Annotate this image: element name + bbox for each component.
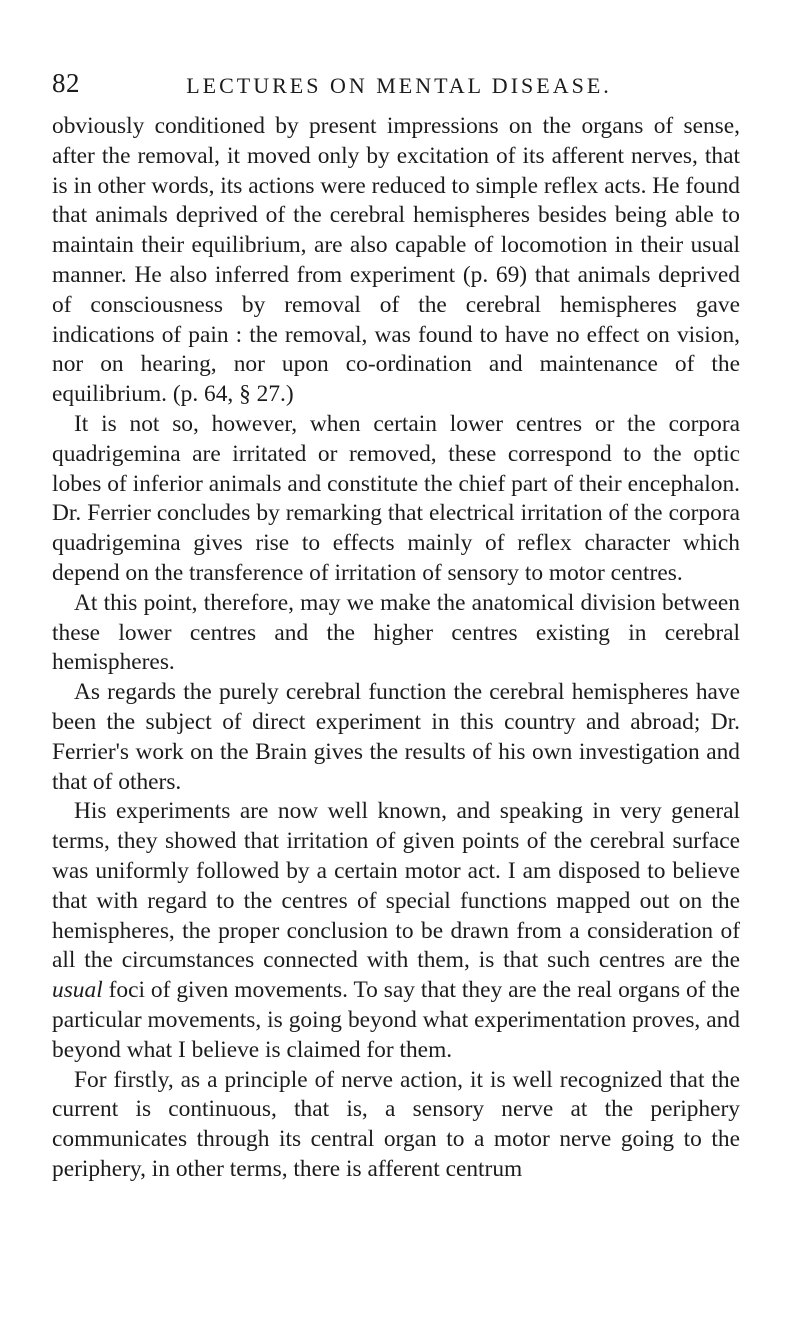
paragraph-6: For firstly, as a principle of nerve action, it is well recognized that the current is continuous, that is, a sensory nerve at the periphery communicates through its central organ to a motor nerve going to the periphery, in other terms, there is afferent centrum	[52, 1066, 740, 1182]
emphasis-usual: usual	[52, 977, 103, 1004]
running-head: LECTURES ON MENTAL DISEASE.	[186, 73, 612, 98]
paragraph-1: obviously conditioned by present impressions on the organs of sense, after the removal, it moved only by excitation of its afferent nerves, that is in other words, its actions were reduced to simple reflex acts. He found that animals deprived of the cerebral hemispheres besides being able to maintain their equilibrium, are also capable of locomotion in their usual manner. He also inferred from experiment (p. 69) that animals deprived of consciousness by removal of the cerebral hemispheres gave indications of pain : the removal, was found to have no effect on vision, nor on hearing, nor upon co-ordination and maintenance of the equilibrium. (p. 64, § 27.)	[52, 113, 740, 408]
body-text	[52, 112, 740, 1185]
paragraph-2: It is not so, however, when certain lower centres or the corpora quadrigemina are irritated or removed, these correspond to the optic lobes of inferior animals and constitute the chief part of their encephalon. Dr. Ferrier concludes by remarking that electrical irritation of the corpora quadrigemina gives rise to effects mainly of reflex character which depend on the transference of irritation of sensory to motor centres.	[52, 410, 740, 586]
page-number: 82	[52, 68, 80, 98]
paragraph-3: At this point, therefore, may we make the anatomical division between these lower centres and the higher centres existing in cerebral hemispheres.	[52, 589, 740, 676]
paragraph-4: As regards the purely cerebral function the cerebral hemispheres have been the subject of direct experiment in this country and abroad; Dr. Ferrier's work on the Brain gives the results of his own investigation and that of others.	[52, 679, 740, 795]
page-header	[52, 68, 740, 108]
paragraph-5-text-a: His experiments are now well known, and speaking in very general terms, they showed that irritation of given points of the cerebral surface was uniformly followed by a certain motor act. I am disposed to believe that with regard to the centres of special functions mapped out on the hemispheres, the proper conclusion to be drawn from a consideration of all the circumstances connected with them, is that such centres are the	[52, 798, 740, 974]
paragraph-5-text-b: foci of given movements. To say that they are the real organs of the particular movements, is going beyond what experimentation proves, and beyond what I believe is claimed for them.	[52, 977, 740, 1063]
paragraph-5	[52, 797, 740, 1065]
